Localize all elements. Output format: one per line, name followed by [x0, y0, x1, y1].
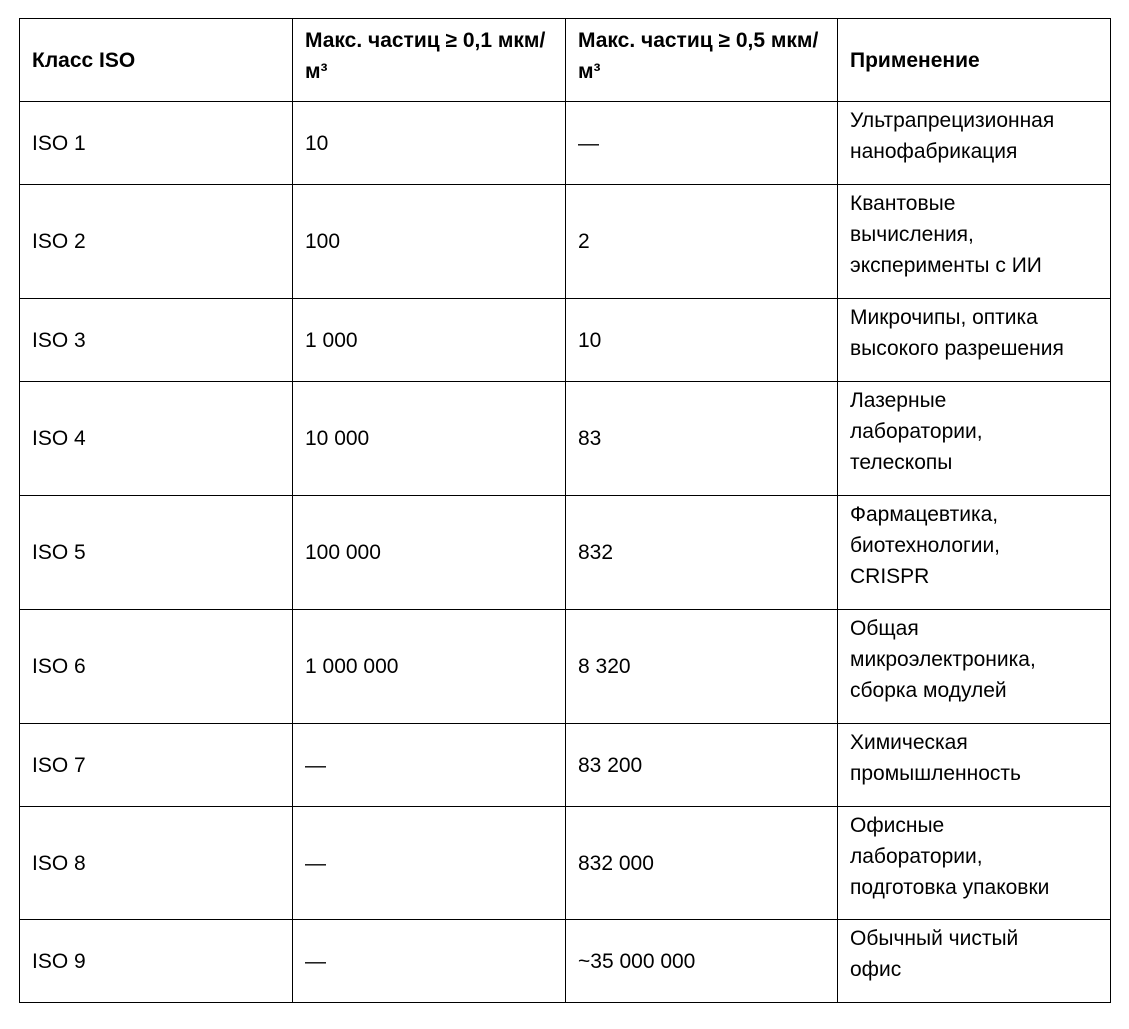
max-0-1-cell: 1 000 000 [293, 610, 566, 724]
application-cell [838, 610, 1111, 724]
table-row [20, 807, 1111, 920]
application-line: Лазерные [850, 389, 947, 412]
max-0-1-cell: 100 000 [293, 496, 566, 610]
application-line: Химическая [850, 731, 968, 754]
application-cell [838, 382, 1111, 496]
application-cell [838, 496, 1111, 610]
iso-class-cell: ISO 7 [20, 724, 293, 807]
max-0-1-cell: 1 000 [293, 299, 566, 382]
application-line: телескопы [850, 451, 953, 474]
header-iso-class: Класс ISO [20, 19, 293, 102]
table-row [20, 102, 1111, 185]
max-0-1-cell: — [293, 920, 566, 1003]
application-cell [838, 102, 1111, 185]
application-cell [838, 299, 1111, 382]
max-0-1-cell: 10 000 [293, 382, 566, 496]
table-row [20, 185, 1111, 299]
application-line: офис [850, 958, 902, 981]
application-line: промышленность [850, 762, 1021, 785]
application-line: вычисления, [850, 223, 974, 246]
application-line: Ультрапрецизионная [850, 109, 1055, 132]
max-0-1-cell: 10 [293, 102, 566, 185]
header-application: Применение [838, 19, 1111, 102]
table-row [20, 299, 1111, 382]
application-line: высокого разрешения [850, 337, 1064, 360]
application-cell [838, 807, 1111, 920]
max-0-5-cell: 832 000 [566, 807, 838, 920]
iso-class-cell: ISO 6 [20, 610, 293, 724]
table-row [20, 496, 1111, 610]
application-line: биотехнологии, [850, 534, 1001, 557]
max-0-5-cell: 83 [566, 382, 838, 496]
max-0-1-cell: 100 [293, 185, 566, 299]
application-line: микроэлектроника, [850, 648, 1036, 671]
application-cell [838, 185, 1111, 299]
header-max-0-1: Макс. частиц ≥ 0,1 мкм/м³ [293, 19, 566, 102]
max-0-5-cell: 8 320 [566, 610, 838, 724]
application-cell [838, 724, 1111, 807]
table-row [20, 610, 1111, 724]
table-row [20, 920, 1111, 1003]
header-row [20, 19, 1111, 102]
application-line: нанофабрикация [850, 140, 1018, 163]
max-0-5-cell: — [566, 102, 838, 185]
application-line: Офисные [850, 814, 945, 837]
max-0-5-cell: 832 [566, 496, 838, 610]
table-row [20, 724, 1111, 807]
application-line: подготовка упаковки [850, 876, 1050, 899]
max-0-1-cell: — [293, 724, 566, 807]
application-line: лаборатории, [850, 845, 983, 868]
max-0-1-cell: — [293, 807, 566, 920]
table-row [20, 382, 1111, 496]
application-line: Микрочипы, оптика [850, 306, 1038, 329]
application-cell [838, 920, 1111, 1003]
iso-class-cell: ISO 1 [20, 102, 293, 185]
iso-class-cell: ISO 2 [20, 185, 293, 299]
iso-class-cell: ISO 5 [20, 496, 293, 610]
application-line: Общая [850, 617, 919, 640]
max-0-5-cell: 10 [566, 299, 838, 382]
application-line: сборка модулей [850, 679, 1007, 702]
application-line: лаборатории, [850, 420, 983, 443]
iso-class-cell: ISO 3 [20, 299, 293, 382]
max-0-5-cell: 83 200 [566, 724, 838, 807]
max-0-5-cell: 2 [566, 185, 838, 299]
max-0-5-cell: ~35 000 000 [566, 920, 838, 1003]
header-max-0-5: Макс. частиц ≥ 0,5 мкм/м³ [566, 19, 838, 102]
application-line: эксперименты с ИИ [850, 254, 1042, 277]
application-line: Фармацевтика, [850, 503, 999, 526]
application-line: CRISPR [850, 565, 930, 588]
application-line: Квантовые [850, 192, 956, 215]
iso-class-cell: ISO 4 [20, 382, 293, 496]
iso-class-cell: ISO 8 [20, 807, 293, 920]
application-line: Обычный чистый [850, 927, 1019, 950]
iso-class-cell: ISO 9 [20, 920, 293, 1003]
iso-cleanroom-table [19, 18, 1111, 1003]
